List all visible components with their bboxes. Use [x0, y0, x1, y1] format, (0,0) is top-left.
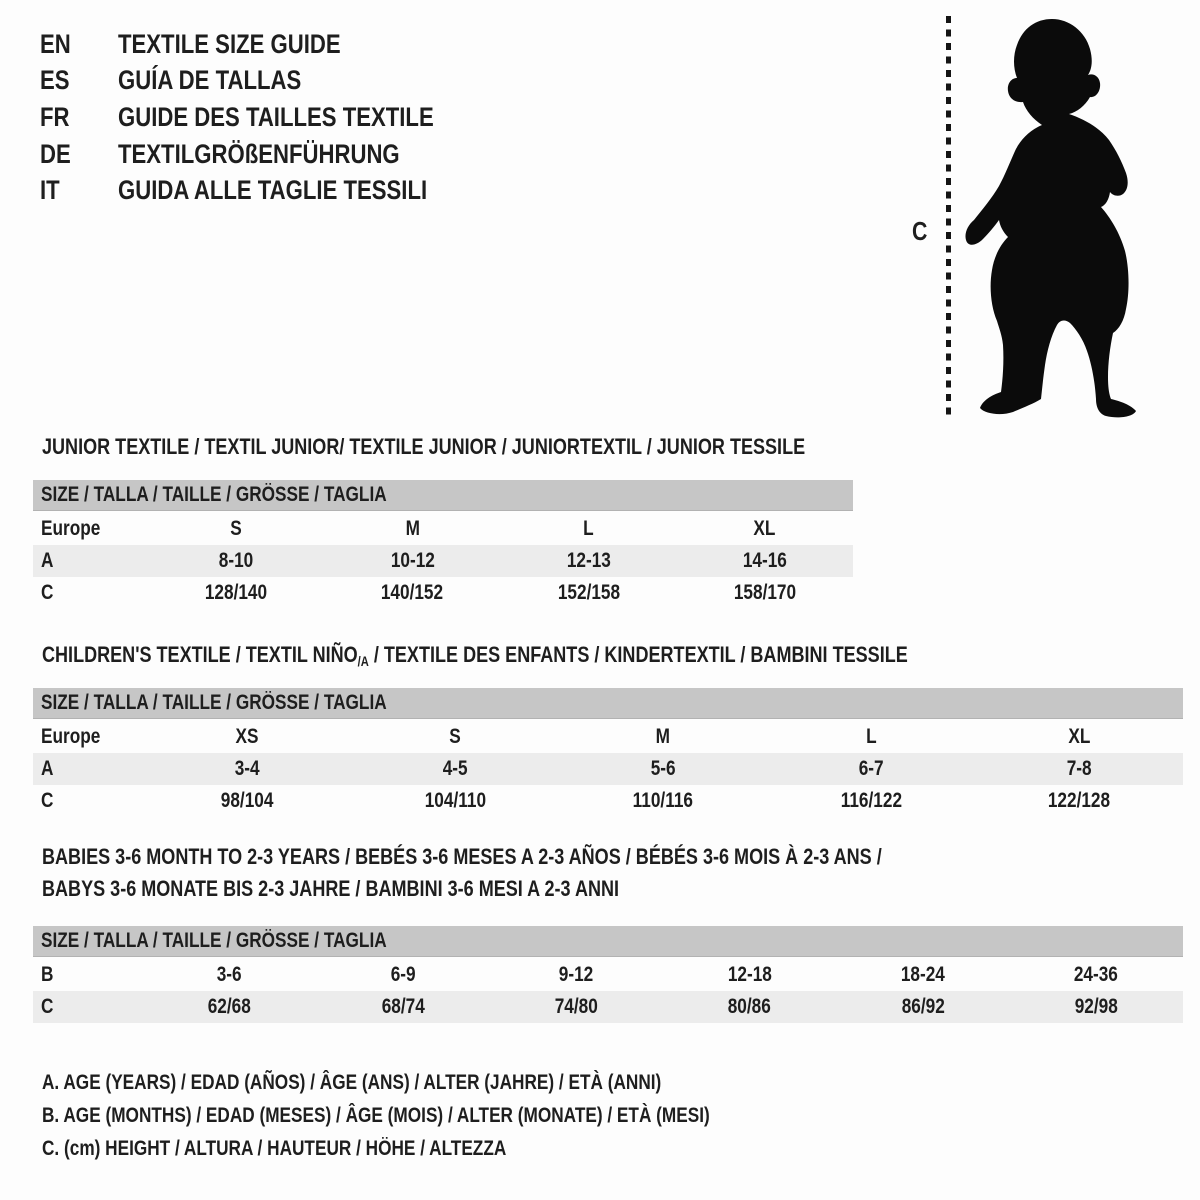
- height-cell: 92/98: [1074, 995, 1118, 1018]
- age-cell: 10-12: [390, 549, 435, 572]
- age-cell: 12-13: [566, 549, 611, 572]
- age-cell: 4-5: [442, 757, 468, 780]
- size-cell: M: [655, 725, 671, 748]
- legend-line-a: A. AGE (YEARS) / EDAD (AÑOS) / ÂGE (ANS) / ALTER (JAHRE) / ETÀ (ANNI): [42, 1070, 662, 1094]
- section-title-babies-line1: BABIES 3-6 MONTH TO 2-3 YEARS / BEBÉS 3-6 MESES A 2-3 AÑOS / BÉBÉS 3-6 MOIS À 2-3 ANS /: [42, 844, 882, 869]
- age-cell: 18-24: [900, 963, 946, 986]
- age-cell: 6-7: [858, 757, 884, 780]
- gender-subscript: /A: [357, 653, 369, 669]
- age-cell: 8-10: [218, 549, 254, 572]
- language-code: IT: [40, 175, 60, 206]
- size-cell: L: [583, 517, 594, 540]
- age-cell: 6-9: [390, 963, 416, 986]
- row-label: C: [41, 581, 54, 604]
- row-label: C: [41, 995, 54, 1018]
- height-cell: 152/158: [557, 581, 620, 604]
- size-table-header: SIZE / TALLA / TAILLE / GRÖSSE / TAGLIA: [33, 480, 853, 511]
- age-cell: 3-6: [217, 963, 243, 986]
- age-cell: 3-4: [234, 757, 260, 780]
- table-row-age-years: [33, 753, 1183, 785]
- language-code: ES: [40, 65, 70, 96]
- language-row-it: [40, 172, 503, 209]
- language-label: GUIDE DES TAILLES TEXTILE: [118, 101, 434, 132]
- row-label: C: [41, 789, 54, 812]
- legend-line-c: C. (cm) HEIGHT / ALTURA / HAUTEUR / HÖHE / ALTEZZA: [42, 1136, 507, 1160]
- table-row-height-cm: [33, 785, 1183, 817]
- height-cell: 62/68: [208, 995, 252, 1018]
- row-label: A: [41, 549, 54, 572]
- language-row-en: [40, 26, 503, 63]
- size-cell: XL: [753, 517, 776, 540]
- height-cell: 74/80: [554, 995, 598, 1018]
- table-row-height-cm: [33, 577, 853, 609]
- language-row-fr: [40, 99, 503, 136]
- height-cell: 110/116: [632, 789, 694, 812]
- size-table-header: SIZE / TALLA / TAILLE / GRÖSSE / TAGLIA: [33, 926, 1183, 957]
- table-row-age-years: [33, 545, 853, 577]
- table-row-sizes: [33, 513, 853, 545]
- section-title-junior: JUNIOR TEXTILE / TEXTIL JUNIOR/ TEXTILE JUNIOR / JUNIORTEXTIL / JUNIOR TESSILE: [42, 434, 806, 459]
- measurement-legend: [42, 1066, 856, 1165]
- size-cell: S: [230, 517, 242, 540]
- size-table-babies: [33, 926, 1183, 1023]
- toddler-silhouette-image: [952, 6, 1192, 420]
- size-table-header: SIZE / TALLA / TAILLE / GRÖSSE / TAGLIA: [33, 688, 1183, 719]
- age-cell: 14-16: [742, 549, 787, 572]
- height-cell: 116/122: [840, 789, 902, 812]
- age-cell: 12-18: [727, 963, 772, 986]
- height-cell: 86/92: [901, 995, 945, 1018]
- language-label: GUÍA DE TALLAS: [118, 65, 302, 96]
- row-label: A: [41, 757, 54, 780]
- size-cell: L: [865, 725, 877, 748]
- row-label: Europe: [41, 725, 101, 748]
- language-label: TEXTILGRÖßENFÜHRUNG: [118, 138, 400, 169]
- legend-line-b: B. AGE (MONTHS) / EDAD (MESES) / ÂGE (MOIS) / ALTER (MONATE) / ETÀ (MESI): [42, 1103, 710, 1127]
- language-row-es: [40, 63, 503, 100]
- size-cell: S: [449, 725, 461, 748]
- language-label: GUIDA ALLE TAGLIE TESSILI: [118, 175, 428, 206]
- age-cell: 9-12: [559, 963, 594, 986]
- age-cell: 24-36: [1074, 963, 1119, 986]
- language-code: FR: [40, 101, 70, 132]
- height-dashed-line: [946, 16, 951, 416]
- language-code: DE: [40, 138, 71, 169]
- height-measure-label: C: [912, 216, 928, 246]
- height-cell: 128/140: [204, 581, 268, 604]
- height-cell: 122/128: [1047, 789, 1111, 812]
- size-table-children: [33, 688, 1183, 817]
- table-row-sizes: [33, 721, 1183, 753]
- height-cell: 68/74: [381, 995, 425, 1018]
- age-cell: 7-8: [1066, 757, 1092, 780]
- height-cell: 104/110: [424, 789, 486, 812]
- section-title-babies-line2: BABYS 3-6 MONATE BIS 2-3 JAHRE / BAMBINI 3-6 MESI A 2-3 ANNI: [42, 876, 620, 901]
- size-cell: XL: [1067, 725, 1091, 748]
- section-title-children: CHILDREN'S TEXTILE / TEXTIL $NIÑO_{/A}$ / TEXTILE DES ENFANTS / KINDERTEXTIL / BAMBINI TESSILE: [42, 642, 908, 669]
- row-label: Europe: [41, 517, 101, 540]
- language-code: EN: [40, 28, 71, 59]
- size-table-junior: [33, 480, 853, 609]
- height-cell: 98/104: [220, 789, 274, 812]
- language-label: TEXTILE SIZE GUIDE: [118, 28, 341, 59]
- size-cell: XS: [235, 725, 259, 748]
- table-row-age-months: [33, 959, 1183, 991]
- size-cell: M: [405, 517, 420, 540]
- height-cell: 158/170: [733, 581, 796, 604]
- height-cell: 140/152: [381, 581, 444, 604]
- language-title-list: [40, 26, 503, 209]
- row-label: B: [41, 963, 54, 986]
- table-row-height-cm: [33, 991, 1183, 1023]
- language-row-de: [40, 136, 503, 173]
- height-cell: 80/86: [728, 995, 772, 1018]
- age-cell: 5-6: [650, 757, 676, 780]
